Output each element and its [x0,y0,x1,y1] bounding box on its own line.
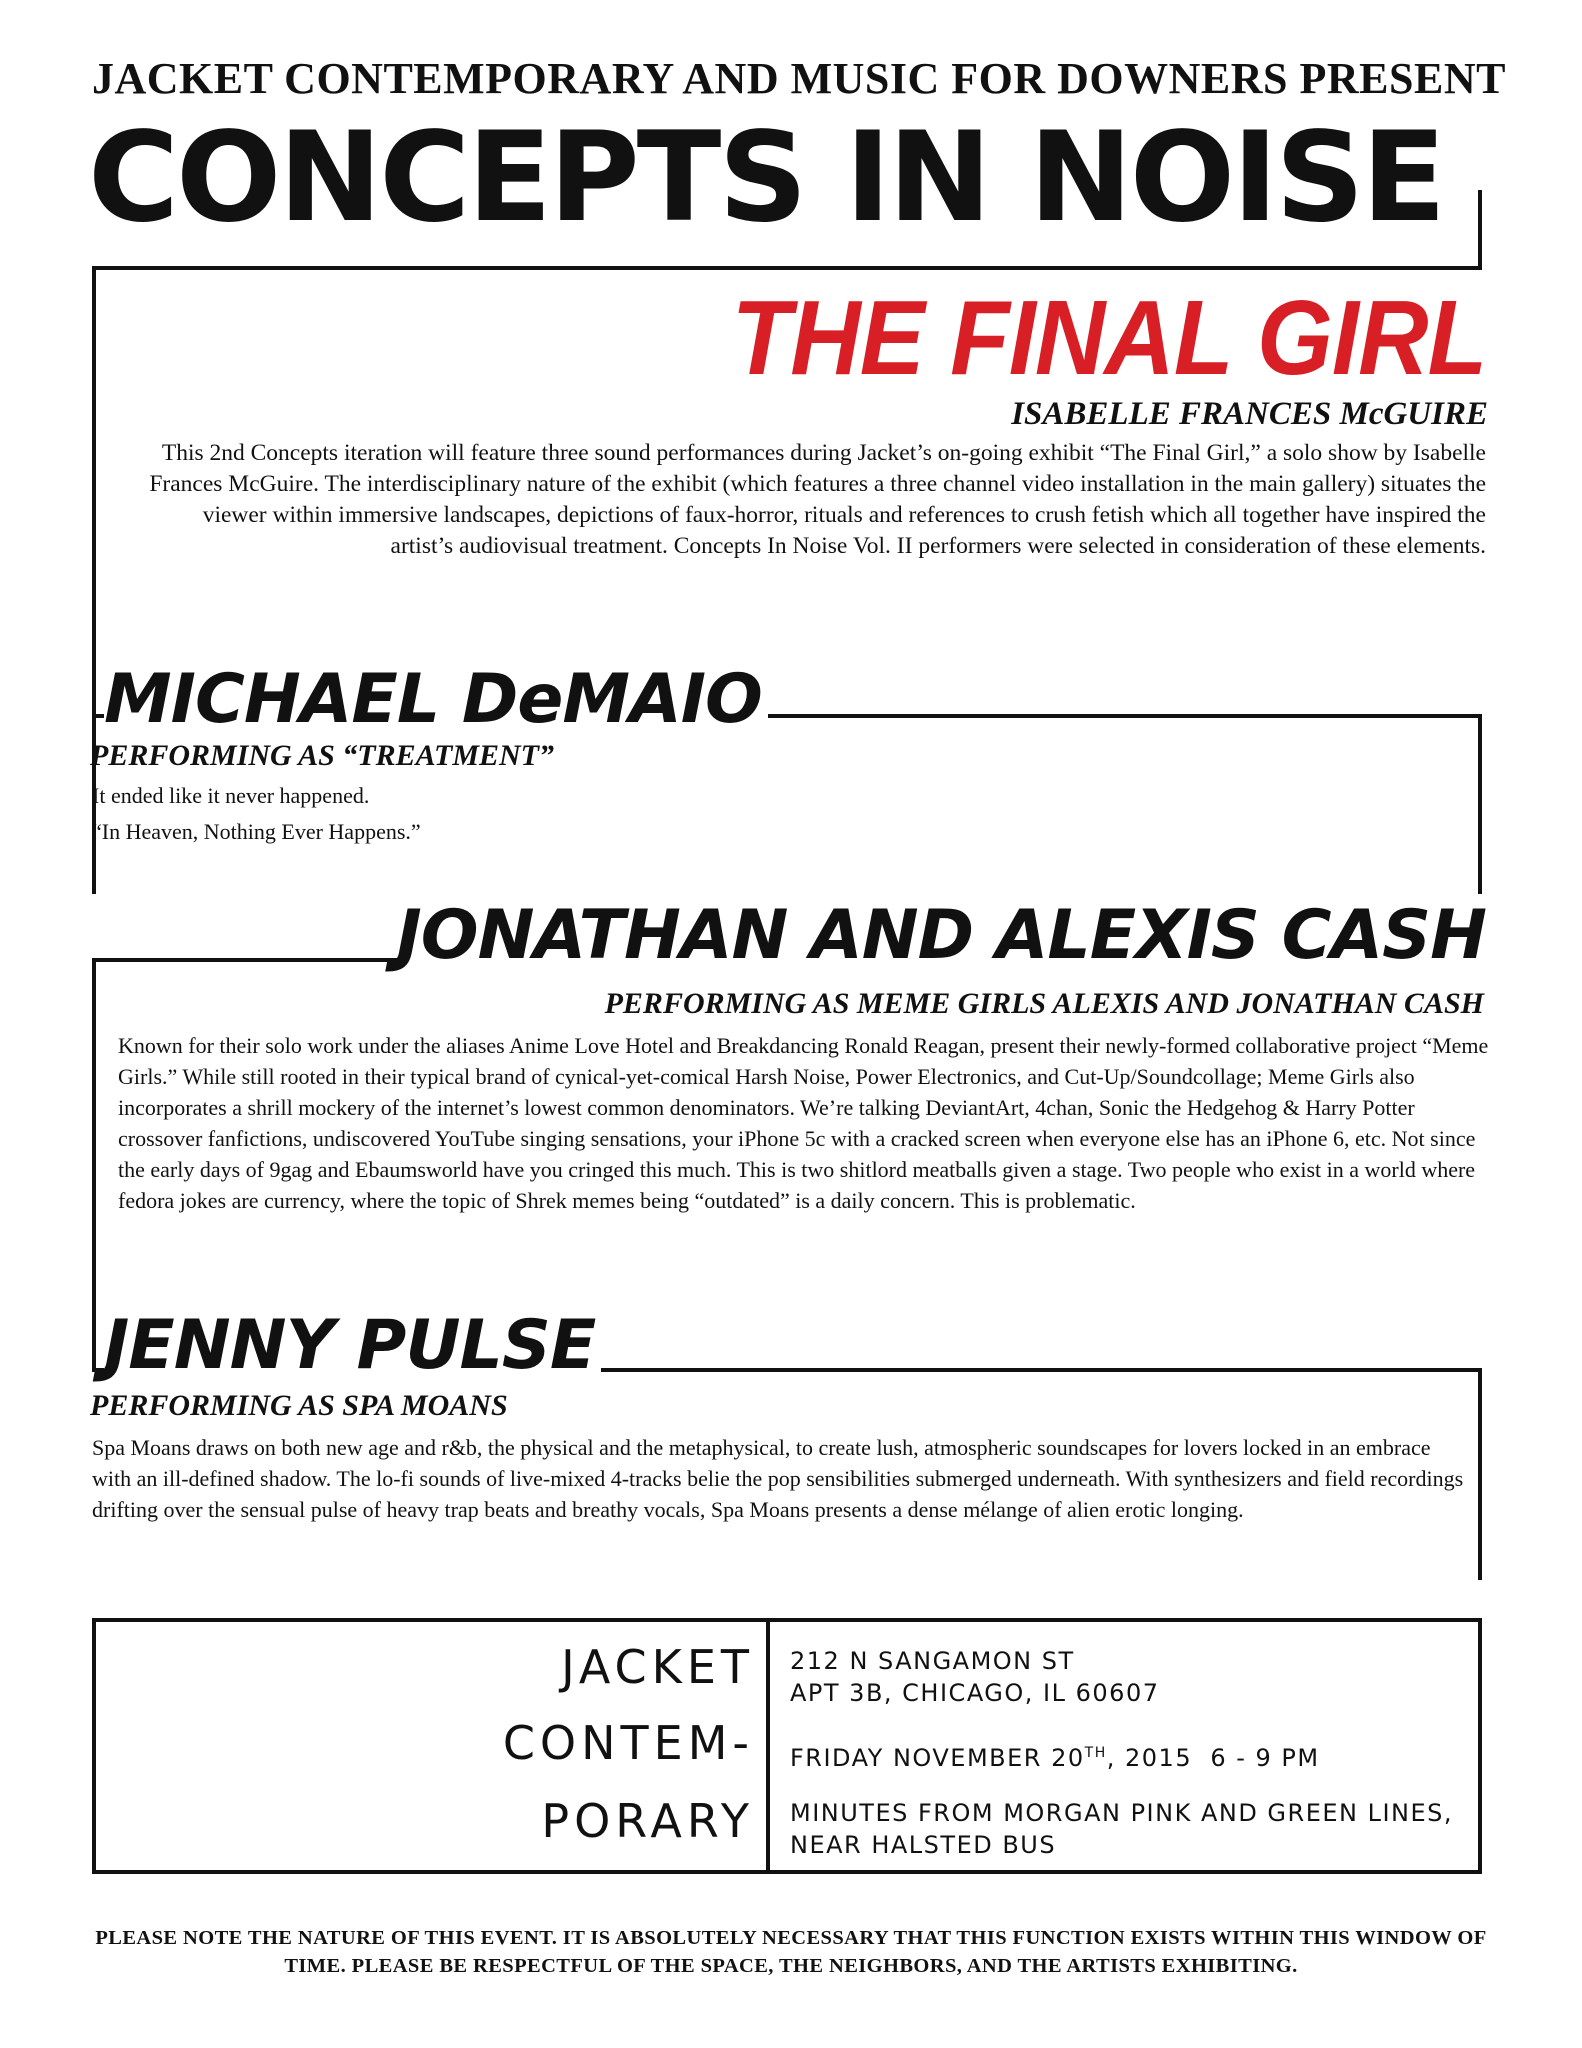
frame-line-demaio-right [1478,714,1482,894]
performer-name-pulse: JENNY PULSE [104,1308,601,1384]
venue-date-day: FRIDAY NOVEMBER 20 [790,1744,1085,1772]
venue-date-rest: , 2015 6 - 9 PM [1106,1744,1320,1772]
performer-name-demaio: MICHAEL DeMAIO [104,662,768,738]
frame-box-venue-divider [766,1618,770,1874]
venue-date-suffix: TH [1084,1745,1107,1761]
venue-transit-line-2: NEAR HALSTED BUS [790,1831,1057,1859]
exhibit-description: This 2nd Concepts iteration will feature three sound performances during Jacket’s on-going exhibit “The Final Girl,” a solo show by Isabelle Frances McGuire. The interdisciplinary nature of the exhibit (which features a three channel video installation in the main gallery) situates the viewer within immersive landscapes, depictions of faux-horror, rituals and references to crush fetish which all together have inspired the artist’s audiovisual treatment. Concepts In Noise Vol. II performers were selected in consideration of these elements. [149,440,1486,559]
venue-date [790,1738,1320,1774]
venue-name-line-3: PORARY [541,1794,754,1848]
presenter-line: JACKET CONTEMPORARY AND MUSIC FOR DOWNERS PRESENT [92,54,1506,103]
venue-address-line-2: APT 3B, CHICAGO, IL 60607 [790,1679,1160,1707]
event-notice: PLEASE NOTE THE NATURE OF THIS EVENT. IT IS ABSOLUTELY NECESSARY THAT THIS FUNCTION EXISTS WITHIN THIS WINDOW OF TIME. PLEASE BE RESPECTFUL OF THE SPACE, THE NEIGHBORS, AND THE ARTISTS EXHIBITING. [95,1927,1487,1977]
performer-role-pulse: PERFORMING AS SPA MOANS [90,1389,508,1422]
performer-line-demaio-1: It ended like it never happened. [92,783,370,808]
performer-line-demaio-2: “In Heaven, Nothing Ever Happens.” [92,819,421,844]
event-title: CONCEPTS IN NOISE [88,106,1444,250]
venue-name-line-2: CONTEM- [502,1716,754,1770]
performer-name-cash: JONATHAN AND ALEXIS CASH [396,896,1486,975]
venue-address-line-1: 212 N SANGAMON ST [790,1647,1075,1675]
performer-role-cash: PERFORMING AS MEME GIRLS ALEXIS AND JONATHAN CASH [604,987,1484,1020]
performer-role-demaio: PERFORMING AS “TREATMENT” [90,739,554,772]
venue-transit-line-1: MINUTES FROM MORGAN PINK AND GREEN LINES, [790,1799,1454,1827]
exhibit-title: THE FINAL GIRL [731,279,1486,397]
performer-description-pulse: Spa Moans draws on both new age and r&b, the physical and the metaphysical, to create lush, atmospheric soundscapes for lovers locked in an embrace with an ill-defined shadow. The lo-fi sounds of live-mixed 4-tracks belie the pop sensibilities submerged underneath. With synthesizers and field recordings drifting over the sensual pulse of heavy trap beats and breathy vocals, Spa Moans presents a dense mélange of alien erotic longing. [92,1435,1464,1522]
venue-name-line-1: JACKET [561,1640,754,1694]
exhibit-artist: ISABELLE FRANCES McGUIRE [1011,396,1488,432]
performer-description-cash: Known for their solo work under the aliases Anime Love Hotel and Breakdancing Ronald Reagan, present their newly-formed collaborative project “Meme Girls.” While still rooted in their typical brand of cynical-yet-comical Harsh Noise, Power Electronics, and Cut-Up/Soundcollage; Meme Girls also incorporates a shrill mockery of the internet’s lowest common denominators. We’re talking DeviantArt, 4chan, Sonic the Hedgehog & Harry Potter crossover fanfictions, undiscovered YouTube singing sensations, your iPhone 5c with a cracked screen when everyone else has an iPhone 6, etc. Not since the early days of 9gag and Ebaumsworld have you cringed this much. This is two shitlord meatballs given a stage. Two people who exist in a world where fedora jokes are currency, where the topic of Shrek memes being “outdated” is a daily concern. This is problematic. [118,1033,1489,1213]
